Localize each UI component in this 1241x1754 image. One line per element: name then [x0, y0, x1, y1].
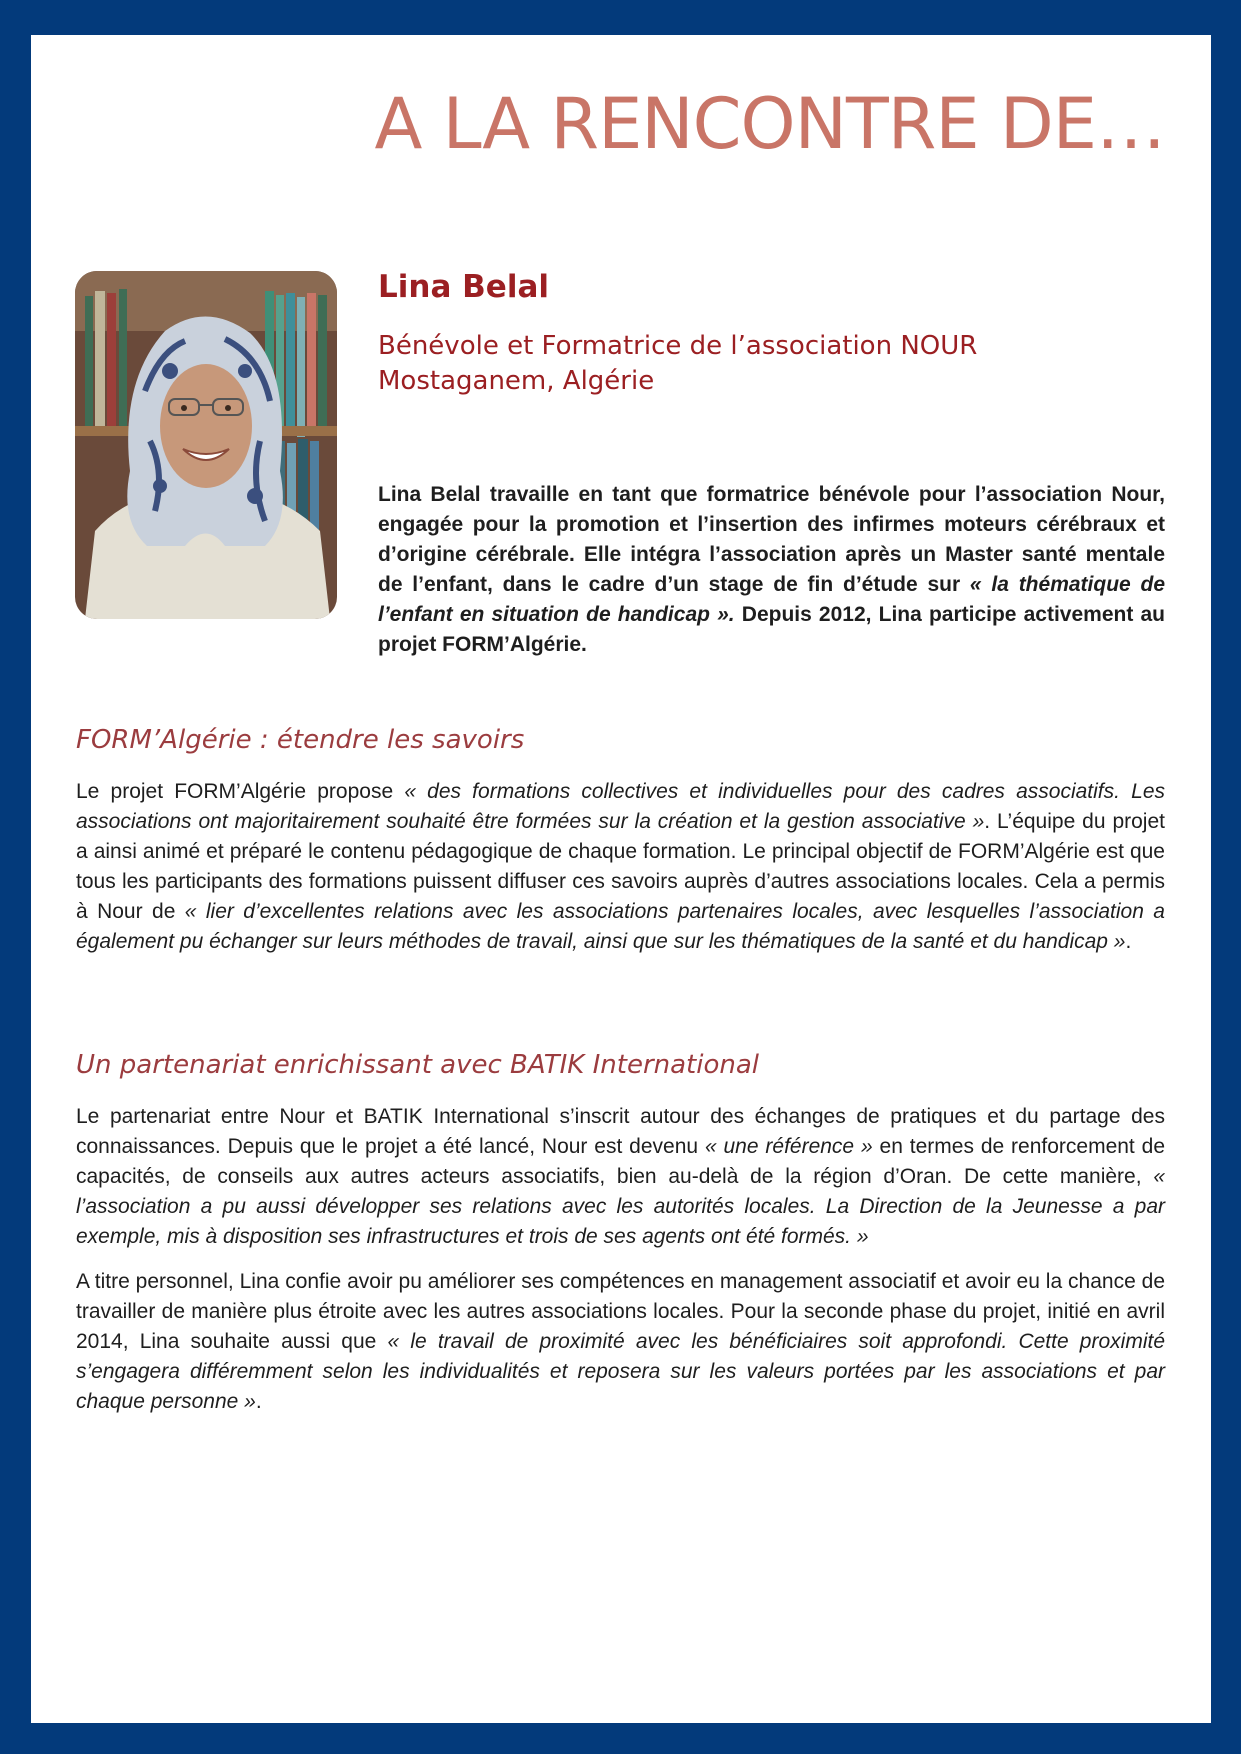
bio-text: Lina Belal travaille en tant que formatrice bénévole pour l’association Nour, engagée pour la promotion et l’insertion des infirmes moteurs cérébraux et d’origine cérébrale. Elle intégra l’association après un Master santé mentale de l’enfant, dans le cadre d’un stage de fin d’étude sur	[378, 483, 1165, 596]
location-line: Mostaganem, Algérie	[378, 366, 655, 396]
text-run: Le projet FORM’Algérie propose	[76, 780, 405, 803]
portrait-photo	[75, 271, 337, 619]
page-title: A LA RENCONTRE DE…	[374, 83, 1165, 165]
page	[31, 35, 1211, 1723]
section-paragraph	[76, 1102, 1165, 1252]
bio-quote: « la thématique de l’enfant en situation de handicap ».	[378, 573, 1165, 626]
role-line: Bénévole et Formatrice de l’association NOUR	[378, 331, 978, 361]
quote-run: « le travail de proximité avec les bénéficiaires soit approfondi. Cette proximité s’engagera différemment selon les individualités et reposera sur les valeurs portées par les associations et par chaque personne »	[76, 1330, 1166, 1413]
person-role	[378, 329, 1165, 399]
text-run: .	[1125, 930, 1132, 953]
text-run: . L’équipe du projet a ainsi animé et préparé le contenu pédagogique de chaque formation. Le principal objectif de FORM’Algérie est que tous les participants des formations puissent diffuser ces savoirs auprès d’autres associations locales. Cela a permis à Nour de	[76, 810, 1165, 923]
section-heading: Un partenariat enrichissant avec BATIK International	[76, 1050, 760, 1080]
section-heading: FORM’Algérie : étendre les savoirs	[76, 725, 525, 755]
text-run: en termes de renforcement de capacités, de conseils aux autres acteurs associatifs, bien au-delà de la région d’Oran. De cette manière,	[76, 1135, 1165, 1188]
quote-run: « lier d’excellentes relations avec les associations partenaires locales, avec lesquelles l’association a également pu échanger sur leurs méthodes de travail, ainsi que sur les thématiques de la santé et du handicap »	[76, 900, 1165, 953]
section-partnership	[76, 1048, 1165, 1417]
quote-run: « une référence »	[704, 1135, 873, 1158]
text-run: .	[255, 1390, 262, 1413]
section-form-algerie	[76, 723, 1165, 957]
text-run: A titre personnel, Lina confie avoir pu améliorer ses compétences en management associatif et avoir eu la chance de travailler de manière plus étroite avec les autres associations locales. Pour la seconde phase du projet, initié en avril 2014, Lina souhaite aussi que	[76, 1270, 1165, 1353]
bio-text-end: Depuis 2012, Lina participe activement au projet FORM’Algérie.	[378, 603, 1165, 656]
bio-paragraph	[378, 480, 1165, 660]
section-paragraph	[76, 777, 1165, 957]
quote-run: « des formations collectives et individuelles pour des cadres associatifs. Les associations ont majoritairement souhaité être formées sur la création et la gestion associative »	[76, 780, 1165, 833]
quote-run: « l’association a pu aussi développer ses relations avec les autorités locales. La Direction de la Jeunesse a par exemple, mis à disposition ses infrastructures et trois de ses agents ont été formés. »	[76, 1165, 1165, 1248]
section-paragraph	[76, 1267, 1165, 1417]
text-run: Le partenariat entre Nour et BATIK International s’inscrit autour des échanges de pratiques et du partage des connaissances. Depuis que le projet a été lancé, Nour est devenu	[76, 1105, 1165, 1158]
profile-block	[378, 267, 1165, 660]
person-name: Lina Belal	[378, 269, 549, 305]
